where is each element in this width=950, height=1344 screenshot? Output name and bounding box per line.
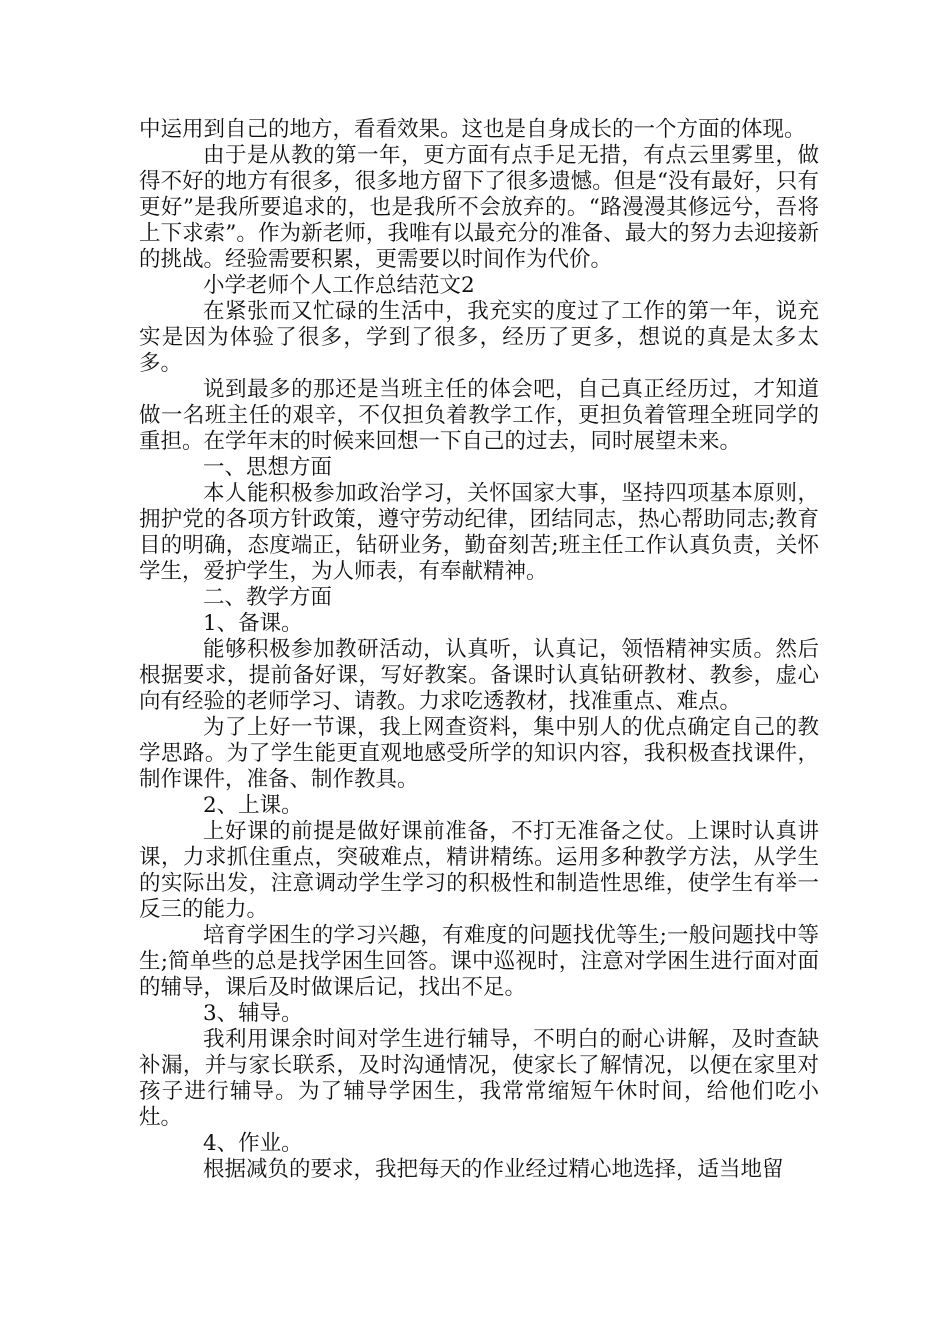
paragraph: 在紧张而又忙碌的生活中，我充实的度过了工作的第一年，说充实是因为体验了很多，学到了很多，经历了更多，想说的真是太多太多。 xyxy=(139,299,819,376)
paragraph: 能够积极参加教研活动，认真听，认真记，领悟精神实质。然后根据要求，提前备好课，写好教案。备课时认真钻研教材、教参，虚心向有经验的老师学习、请教。力求吃透教材，找准重点、难点。 xyxy=(139,637,819,714)
paragraph: 中运用到自己的地方，看看效果。这也是自身成长的一个方面的体现。 xyxy=(139,117,806,142)
section-title: 小学老师个人工作总结范文2 xyxy=(203,273,475,298)
paragraph: 根据减负的要求，我把每天的作业经过精心地选择，适当地留 xyxy=(203,1157,784,1182)
paragraph: 上好课的前提是做好课前准备，不打无准备之仗。上课时认真讲课，力求抓住重点，突破难点，精讲精练。运用多种教学方法，从学生的实际出发，注意调动学生学习的积极性和制造性思维，使学生有举一反三的能力。 xyxy=(139,819,819,922)
paragraph: 培育学困生的学习兴趣，有难度的问题找优等生;一般问题找中等生;简单些的总是找学困生回答。课中巡视时，注意对学困生进行面对面的辅导，课后及时做课后记，找出不足。 xyxy=(139,923,819,1000)
paragraph: 我利用课余时间对学生进行辅导，不明白的耐心讲解，及时查缺补漏，并与家长联系，及时沟通情况，使家长了解情况，以便在家里对孩子进行辅导。为了辅导学困生，我常常缩短午休时间，给他们吃小灶。 xyxy=(139,1027,819,1130)
paragraph: 由于是从教的第一年，更方面有点手足无措，有点云里雾里，做得不好的地方有很多，很多地方留下了很多遗憾。但是“没有最好，只有更好”是我所要追求的，也是我所不会放弃的。“路漫漫其修远兮，吾将上下求索”。作为新老师，我唯有以最充分的准备、最大的努力去迎接新的挑战。经验需要积累，更需要以时间作为代价。 xyxy=(139,143,819,272)
paragraph: 为了上好一节课，我上网查资料，集中别人的优点确定自己的教学思路。为了学生能更直观地感受所学的知识内容，我积极查找课件，制作课件，准备、制作教具。 xyxy=(139,715,819,792)
subheading: 4、作业。 xyxy=(203,1131,303,1156)
heading: 二、教学方面 xyxy=(203,585,333,610)
subheading: 2、上课。 xyxy=(203,793,303,818)
document-body xyxy=(139,117,819,1183)
paragraph: 说到最多的那还是当班主任的体会吧，自己真正经历过，才知道做一名班主任的艰辛，不仅担负着教学工作，更担负着管理全班同学的重担。在学年末的时候来回想一下自己的过去，同时展望未来。 xyxy=(139,377,819,454)
subheading: 1、备课。 xyxy=(203,611,303,636)
subheading: 3、辅导。 xyxy=(203,1001,303,1026)
paragraph: 本人能积极参加政治学习，关怀国家大事，坚持四项基本原则，拥护党的各项方针政策，遵守劳动纪律，团结同志，热心帮助同志;教育目的明确，态度端正，钻研业务，勤奋刻苦;班主任工作认真负责，关怀学生，爱护学生，为人师表，有奉献精神。 xyxy=(139,481,819,584)
heading: 一、思想方面 xyxy=(203,455,333,480)
